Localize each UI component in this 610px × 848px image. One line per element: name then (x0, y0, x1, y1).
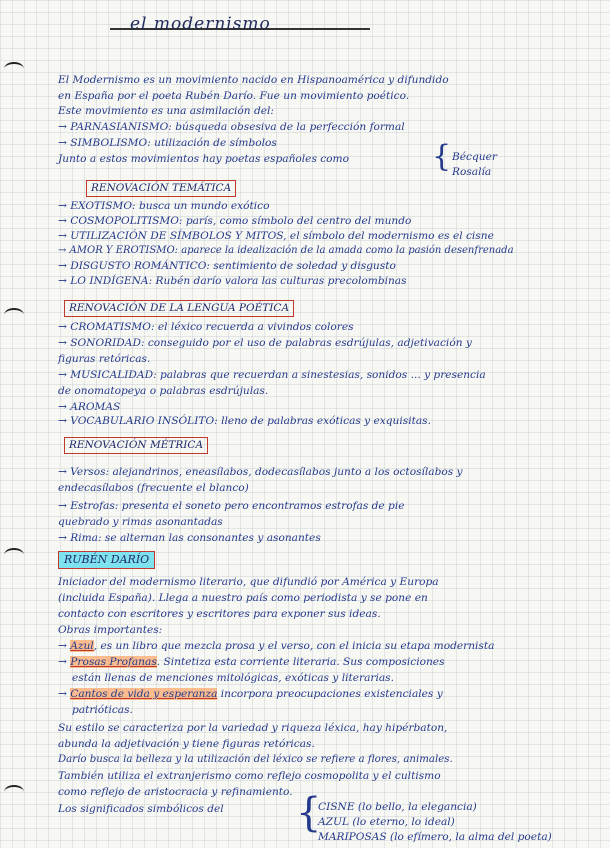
list-item: figuras retóricas. (58, 353, 151, 365)
page-title: el modernismo (130, 14, 271, 34)
list-item: quebrado y rimas asonantadas (58, 516, 223, 528)
list-item: → UTILIZACIÓN DE SÍMBOLOS Y MITOS, el símbolo del modernismo es el cisne (58, 230, 494, 242)
list-item: → LO INDÍGENA: Rubén darío valora las culturas precolombinas (58, 275, 407, 287)
work-title: Cantos de vida y esperanza (70, 688, 218, 700)
punch-hole (4, 62, 24, 76)
list-item: endecasílabos (frecuente el blanco) (58, 482, 249, 494)
work-prosas: → Prosas Profanas. Sintetiza esta corriente literaria. Sus composiciones (58, 656, 445, 668)
bio-line: contacto con escritores y escritores para exponer sus ideas. (58, 608, 381, 620)
style-line: como reflejo de aristocracia y refinamiento. (58, 786, 293, 798)
intro-line: El Modernismo es un movimiento nacido en Hispanoamérica y difundido (58, 74, 449, 86)
brace: { (296, 790, 322, 836)
work-desc-cont: están llenas de menciones mitológicas, exóticas y literarias. (72, 672, 394, 684)
work-desc: , es un libro que mezcla prosa y el verso, con el inicia su etapa modernista (93, 640, 495, 652)
list-item: → VOCABULARIO INSÓLITO: lleno de palabras exóticas y exquisitas. (58, 415, 431, 427)
work-desc-cont: patrióticas. (72, 704, 133, 716)
punch-hole (4, 548, 24, 562)
poet-becquer: Bécquer (452, 151, 497, 163)
heading-ruben-dario: RUBÉN DARÍO (58, 551, 155, 569)
works-label: Obras importantes: (58, 624, 163, 636)
list-item: → MUSICALIDAD: palabras que recuerdan a sinestesias, sonidos ... y presencia (58, 369, 486, 381)
list-item: → SONORIDAD: conseguido por el uso de palabras esdrújulas, adjetivación y (58, 337, 472, 349)
style-line: abunda la adjetivación y tiene figuras retóricas. (58, 738, 315, 750)
list-item: → Estrofas: presenta el soneto pero encontramos estrofas de pie (58, 500, 405, 512)
list-item: de onomatopeya o palabras esdrújulas. (58, 385, 269, 397)
list-item: → CROMATISMO: el léxico recuerda a vivindos colores (58, 321, 354, 333)
work-cantos: → Cantos de vida y esperanza incorpora preocupaciones existenciales y (58, 688, 443, 700)
bio-line: Iniciador del modernismo literario, que difundió por América y Europa (58, 576, 439, 588)
list-item: → Versos: alejandrinos, eneasílabos, dodecasílabos junto a los octosílabos y (58, 466, 463, 478)
style-line: También utiliza el extranjerismo como reflejo cosmopolita y el cultismo (58, 770, 441, 782)
style-line: Su estilo se caracteriza por la variedad y riqueza léxica, hay hipérbaton, (58, 722, 448, 734)
brace: { (432, 139, 452, 174)
poet-rosalia: Rosalía (452, 166, 492, 178)
work-title: Prosas Profanas (70, 656, 157, 668)
punch-hole (4, 785, 24, 799)
symbol-item: MARIPOSAS (lo efímero, la alma del poeta) (318, 831, 552, 843)
list-item: → DISGUSTO ROMÁNTICO: sentimiento de soledad y disgusto (58, 260, 396, 272)
list-item: → COSMOPOLITISMO: parís, como símbolo del centro del mundo (58, 215, 412, 227)
intro-line: → PARNASIANISMO: búsqueda obsesiva de la perfección formal (58, 121, 405, 133)
heading-tematica: RENOVACIÓN TEMÁTICA (86, 180, 236, 197)
list-item: → AROMAS (58, 401, 121, 413)
intro-line: Este movimiento es una asimilación del: (58, 105, 274, 117)
list-item: → Rima: se alternan las consonantes y asonantes (58, 532, 321, 544)
symbol-item: CISNE (lo bello, la elegancia) (318, 801, 477, 813)
intro-line: → SIMBOLISMO: utilización de símbolos (58, 137, 277, 149)
heading-metrica: RENOVACIÓN MÉTRICA (64, 437, 208, 454)
intro-line: en España por el poeta Rubén Darío. Fue un movimiento poético. (58, 90, 410, 102)
punch-hole (4, 308, 24, 322)
work-desc: . Sintetiza esta corriente literaria. Sus composiciones (156, 656, 445, 668)
list-item: → AMOR Y EROTISMO: aparece la idealización de la amada como la pasión desenfrenada (58, 245, 514, 256)
heading-lengua: RENOVACIÓN DE LA LENGUA POÉTICA (64, 300, 294, 317)
work-title: Azul (70, 640, 94, 652)
symbol-item: AZUL (lo eterno, lo ideal) (318, 816, 455, 828)
work-azul: → Azul, es un libro que mezcla prosa y el verso, con el inicia su etapa modernista (58, 640, 495, 652)
bio-line: (incluida España). Llega a nuestro país como periodista y se pone en (58, 592, 428, 604)
symbols-label: Los significados simbólicos del (58, 803, 224, 815)
list-item: → EXOTISMO: busca un mundo exótico (58, 200, 270, 212)
junto-line: Junto a estos movimientos hay poetas españoles como (58, 153, 349, 165)
style-line: Darío busca la belleza y la utilización del léxico se refiere a flores, animales. (58, 754, 453, 765)
work-desc: incorpora preocupaciones existenciales y (217, 688, 443, 700)
